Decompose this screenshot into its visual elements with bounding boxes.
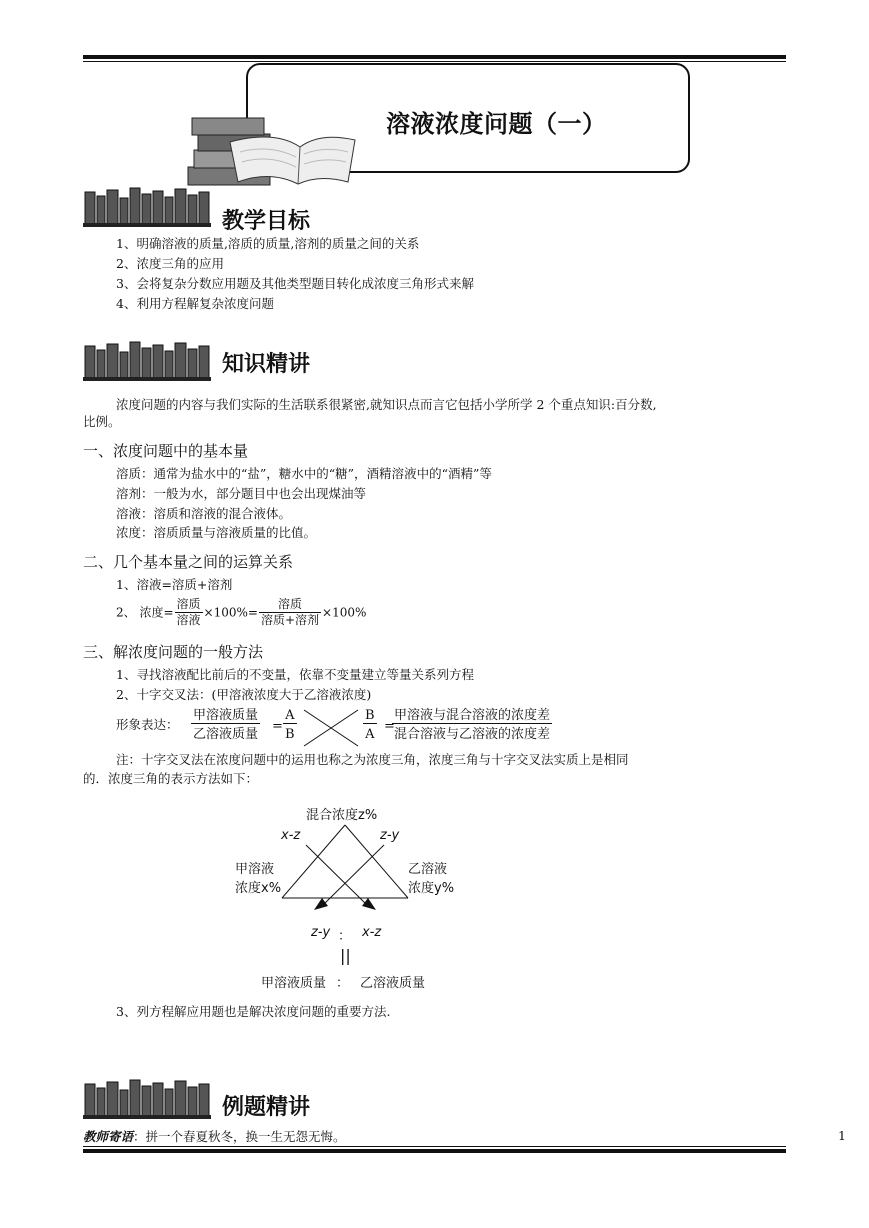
form-label: 形象表达： bbox=[116, 717, 179, 732]
bottom-rule-thin bbox=[83, 1146, 786, 1147]
right-difference-label: z-y bbox=[380, 828, 400, 843]
cross-lines bbox=[300, 708, 362, 748]
footer-label: 教师寄语 bbox=[83, 1129, 134, 1144]
goal-item: 4、利用方程解复杂浓度问题 bbox=[116, 296, 274, 311]
goal-item: 3、会将复杂分数应用题及其他类型题目转化成浓度三角形式来解 bbox=[116, 276, 474, 291]
left-difference-label: x-z bbox=[281, 828, 301, 843]
part2-line: 1、溶液=溶质+溶剂 bbox=[116, 577, 233, 592]
part1-heading: 一、浓度问题中的基本量 bbox=[83, 442, 249, 460]
cross-fraction-right bbox=[391, 708, 553, 742]
cross-fraction-ab bbox=[282, 708, 298, 742]
footer-quote bbox=[83, 1129, 346, 1145]
formula-label: 浓度= bbox=[139, 605, 174, 620]
left-solution-label: 甲溶液 bbox=[235, 862, 275, 877]
section-icon-goals bbox=[83, 186, 213, 228]
goal-item: 1、明确溶液的质量,溶质的质量,溶剂的质量之间的关系 bbox=[116, 236, 420, 251]
fraction-1 bbox=[175, 597, 203, 628]
note-line: 的．浓度三角的表示方法如下： bbox=[83, 771, 259, 786]
formula-end: ×100% bbox=[322, 605, 367, 620]
part1-line: 溶质：通常为盐水中的“盐”，糖水中的“糖”，酒精溶液中的“酒精”等 bbox=[116, 466, 492, 481]
fraction-denominator: 乙溶液质量 bbox=[193, 727, 259, 742]
formula-mid: ×100%= bbox=[203, 605, 258, 620]
part1-line: 浓度：溶质质量与溶液质量的比值。 bbox=[116, 525, 317, 540]
mixed-concentration-label: 混合浓度z% bbox=[306, 808, 378, 823]
fraction-denominator: 溶质+溶剂 bbox=[260, 613, 320, 627]
right-solution-label: 乙溶液 bbox=[408, 862, 448, 877]
ratio-right: x-z bbox=[362, 925, 382, 940]
part3-line: 1、寻找溶液配比前后的不变量，依靠不变量建立等量关系列方程 bbox=[116, 667, 474, 682]
intro-text: 比例。 bbox=[83, 414, 121, 429]
cross-fraction-left bbox=[190, 708, 261, 742]
part1-line: 溶液：溶质和溶液的混合液体。 bbox=[116, 506, 292, 521]
cross-fraction-ba bbox=[362, 708, 378, 742]
formula-prefix: 2、 bbox=[116, 605, 136, 620]
part2-heading: 二、几个基本量之间的运算关系 bbox=[83, 553, 294, 571]
goal-item: 2、浓度三角的应用 bbox=[116, 256, 224, 271]
fraction-numerator: 溶质 bbox=[259, 597, 321, 613]
fraction-2 bbox=[259, 597, 321, 628]
part3-heading: 三、解浓度问题的一般方法 bbox=[83, 643, 264, 661]
equality-mark: || bbox=[340, 946, 351, 965]
right-concentration-label: 浓度y% bbox=[408, 881, 455, 896]
fraction-numerator: B bbox=[365, 708, 375, 723]
bottom-rule-thick bbox=[83, 1149, 786, 1153]
note-line: 注：十字交叉法在浓度问题中的运用也称之为浓度三角，浓度三角与十字交叉法实质上是相同 bbox=[116, 752, 629, 767]
ratio-left: z-y bbox=[311, 925, 331, 940]
section-heading-goals: 教学目标 bbox=[222, 209, 311, 234]
fraction-numerator: 甲溶液与混合溶液的浓度差 bbox=[394, 708, 551, 723]
equals-sign: = bbox=[272, 719, 283, 734]
fraction-denominator: 混合溶液与乙溶液的浓度差 bbox=[394, 727, 551, 742]
part1-line: 溶剂：一般为水，部分题目中也会出现煤油等 bbox=[116, 486, 367, 501]
page-title: 溶液浓度问题（一） bbox=[386, 110, 607, 138]
intro-text: 浓度问题的内容与我们实际的生活联系很紧密,就知识点而言它包括小学所学 2 个重点知识:百分数, bbox=[116, 397, 657, 412]
part3-line: 3、列方程解应用题也是解决浓度问题的重要方法. bbox=[116, 1004, 391, 1019]
part3-line: 2、十字交叉法：(甲溶液浓度大于乙溶液浓度) bbox=[116, 687, 372, 702]
ratio-separator: ： bbox=[338, 929, 352, 944]
concentration-formula bbox=[116, 597, 366, 628]
top-rule-thin bbox=[83, 61, 786, 62]
top-rule-thick bbox=[83, 55, 786, 59]
section-icon-examples bbox=[83, 1078, 213, 1120]
fraction-denominator: A bbox=[365, 727, 375, 742]
mass-left: 甲溶液质量 bbox=[261, 976, 327, 991]
books-illustration bbox=[180, 112, 360, 192]
left-concentration-label: 浓度x% bbox=[235, 881, 282, 896]
equals-sign: = bbox=[384, 719, 395, 734]
section-heading-knowledge: 知识精讲 bbox=[222, 352, 311, 377]
fraction-denominator: 溶液 bbox=[176, 613, 201, 627]
footer-text: ：拼一个春夏秋冬，换一生无怨无悔。 bbox=[133, 1129, 346, 1144]
mass-right: 乙溶液质量 bbox=[360, 976, 426, 991]
page-number: 1 bbox=[838, 1128, 846, 1143]
fraction-denominator: B bbox=[285, 727, 295, 742]
section-icon-knowledge bbox=[83, 340, 213, 382]
fraction-numerator: A bbox=[283, 708, 297, 724]
section-heading-examples: 例题精讲 bbox=[222, 1095, 311, 1120]
mass-separator: ： bbox=[336, 976, 350, 991]
fraction-numerator: 溶质 bbox=[176, 597, 201, 611]
fraction-numerator: 甲溶液质量 bbox=[193, 708, 259, 723]
